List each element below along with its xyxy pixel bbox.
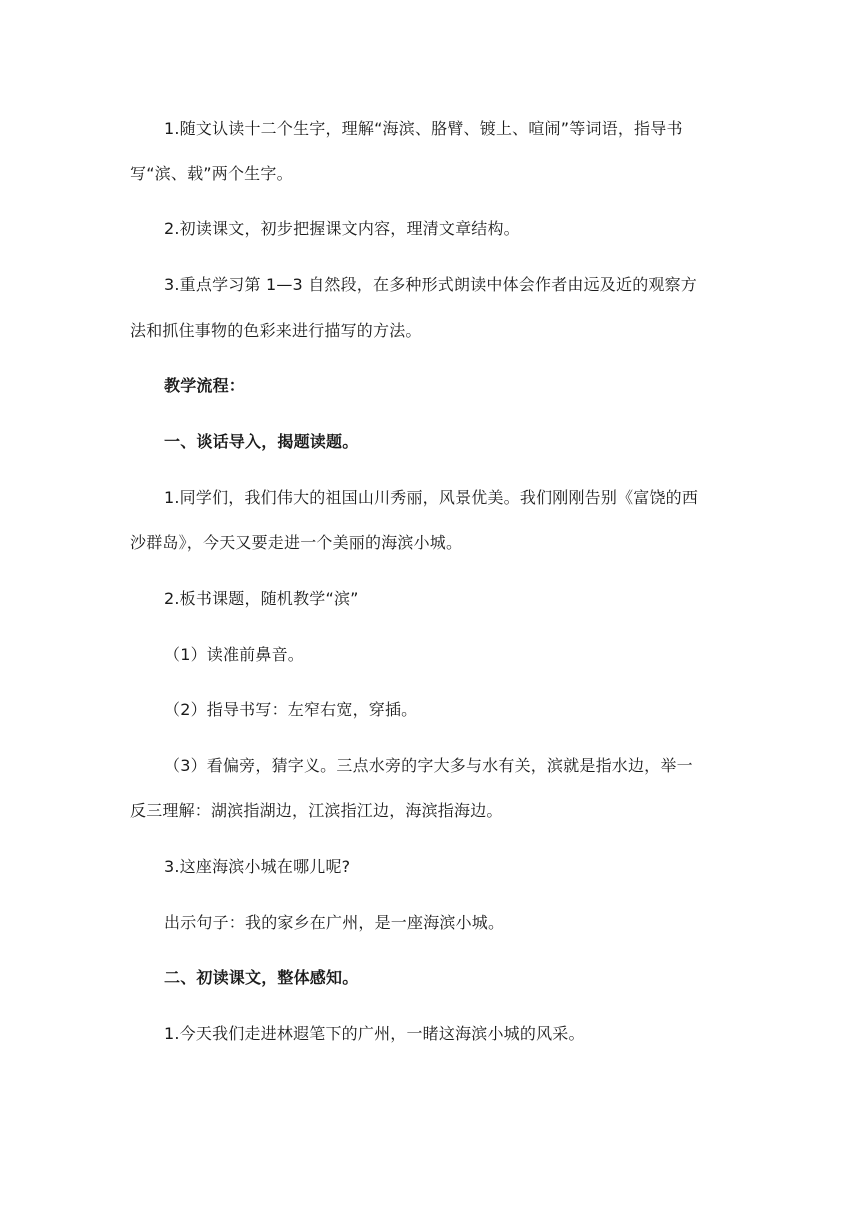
section-1-paragraph-2: 2.板书课题，随机教学“滨” bbox=[164, 589, 359, 608]
objective-3-line-2: 法和抓住事物的色彩来进行描写的方法。 bbox=[130, 321, 422, 340]
section-1-paragraph-4: 出示句子：我的家乡在广州，是一座海滨小城。 bbox=[164, 913, 505, 932]
section-1-paragraph-1-line-2: 沙群岛》，今天又要走进一个美丽的海滨小城。 bbox=[130, 533, 463, 552]
objective-2: 2.初读课文，初步把握课文内容，理清文章结构。 bbox=[164, 219, 520, 238]
section-1-heading: 一、谈话导入，揭题读题。 bbox=[164, 432, 359, 451]
sub-item-3-line-2: 反三理解：湖滨指湖边，江滨指江边，海滨指海边。 bbox=[130, 801, 503, 820]
section-1-paragraph-3: 3.这座海滨小城在哪儿呢? bbox=[164, 857, 351, 876]
section-2-paragraph-1: 1.今天我们走进林遐笔下的广州，一睹这海滨小城的风采。 bbox=[164, 1024, 585, 1043]
objective-1-line-1: 1.随文认读十二个生字，理解“海滨、胳臂、镀上、喧闹”等词语，指导书 bbox=[164, 119, 683, 138]
sub-item-1: （1）读准前鼻音。 bbox=[164, 645, 304, 664]
section-2-heading: 二、初读课文，整体感知。 bbox=[164, 968, 359, 987]
objective-1-line-2: 写“滨、载”两个生字。 bbox=[130, 164, 293, 183]
sub-item-3-line-1: （3）看偏旁，猜字义。三点水旁的字大多与水有关，滨就是指水边，举一 bbox=[164, 756, 693, 775]
section-1-paragraph-1-line-1: 1.同学们，我们伟大的祖国山川秀丽，风景优美。我们刚刚告别《富饶的西 bbox=[164, 488, 699, 507]
teaching-flow-heading: 教学流程： bbox=[164, 376, 246, 395]
objective-3-line-1: 3.重点学习第 1—3 自然段，在多种形式朗读中体会作者由远及近的观察方 bbox=[164, 275, 697, 294]
sub-item-2: （2）指导书写：左窄右宽，穿插。 bbox=[164, 700, 418, 719]
